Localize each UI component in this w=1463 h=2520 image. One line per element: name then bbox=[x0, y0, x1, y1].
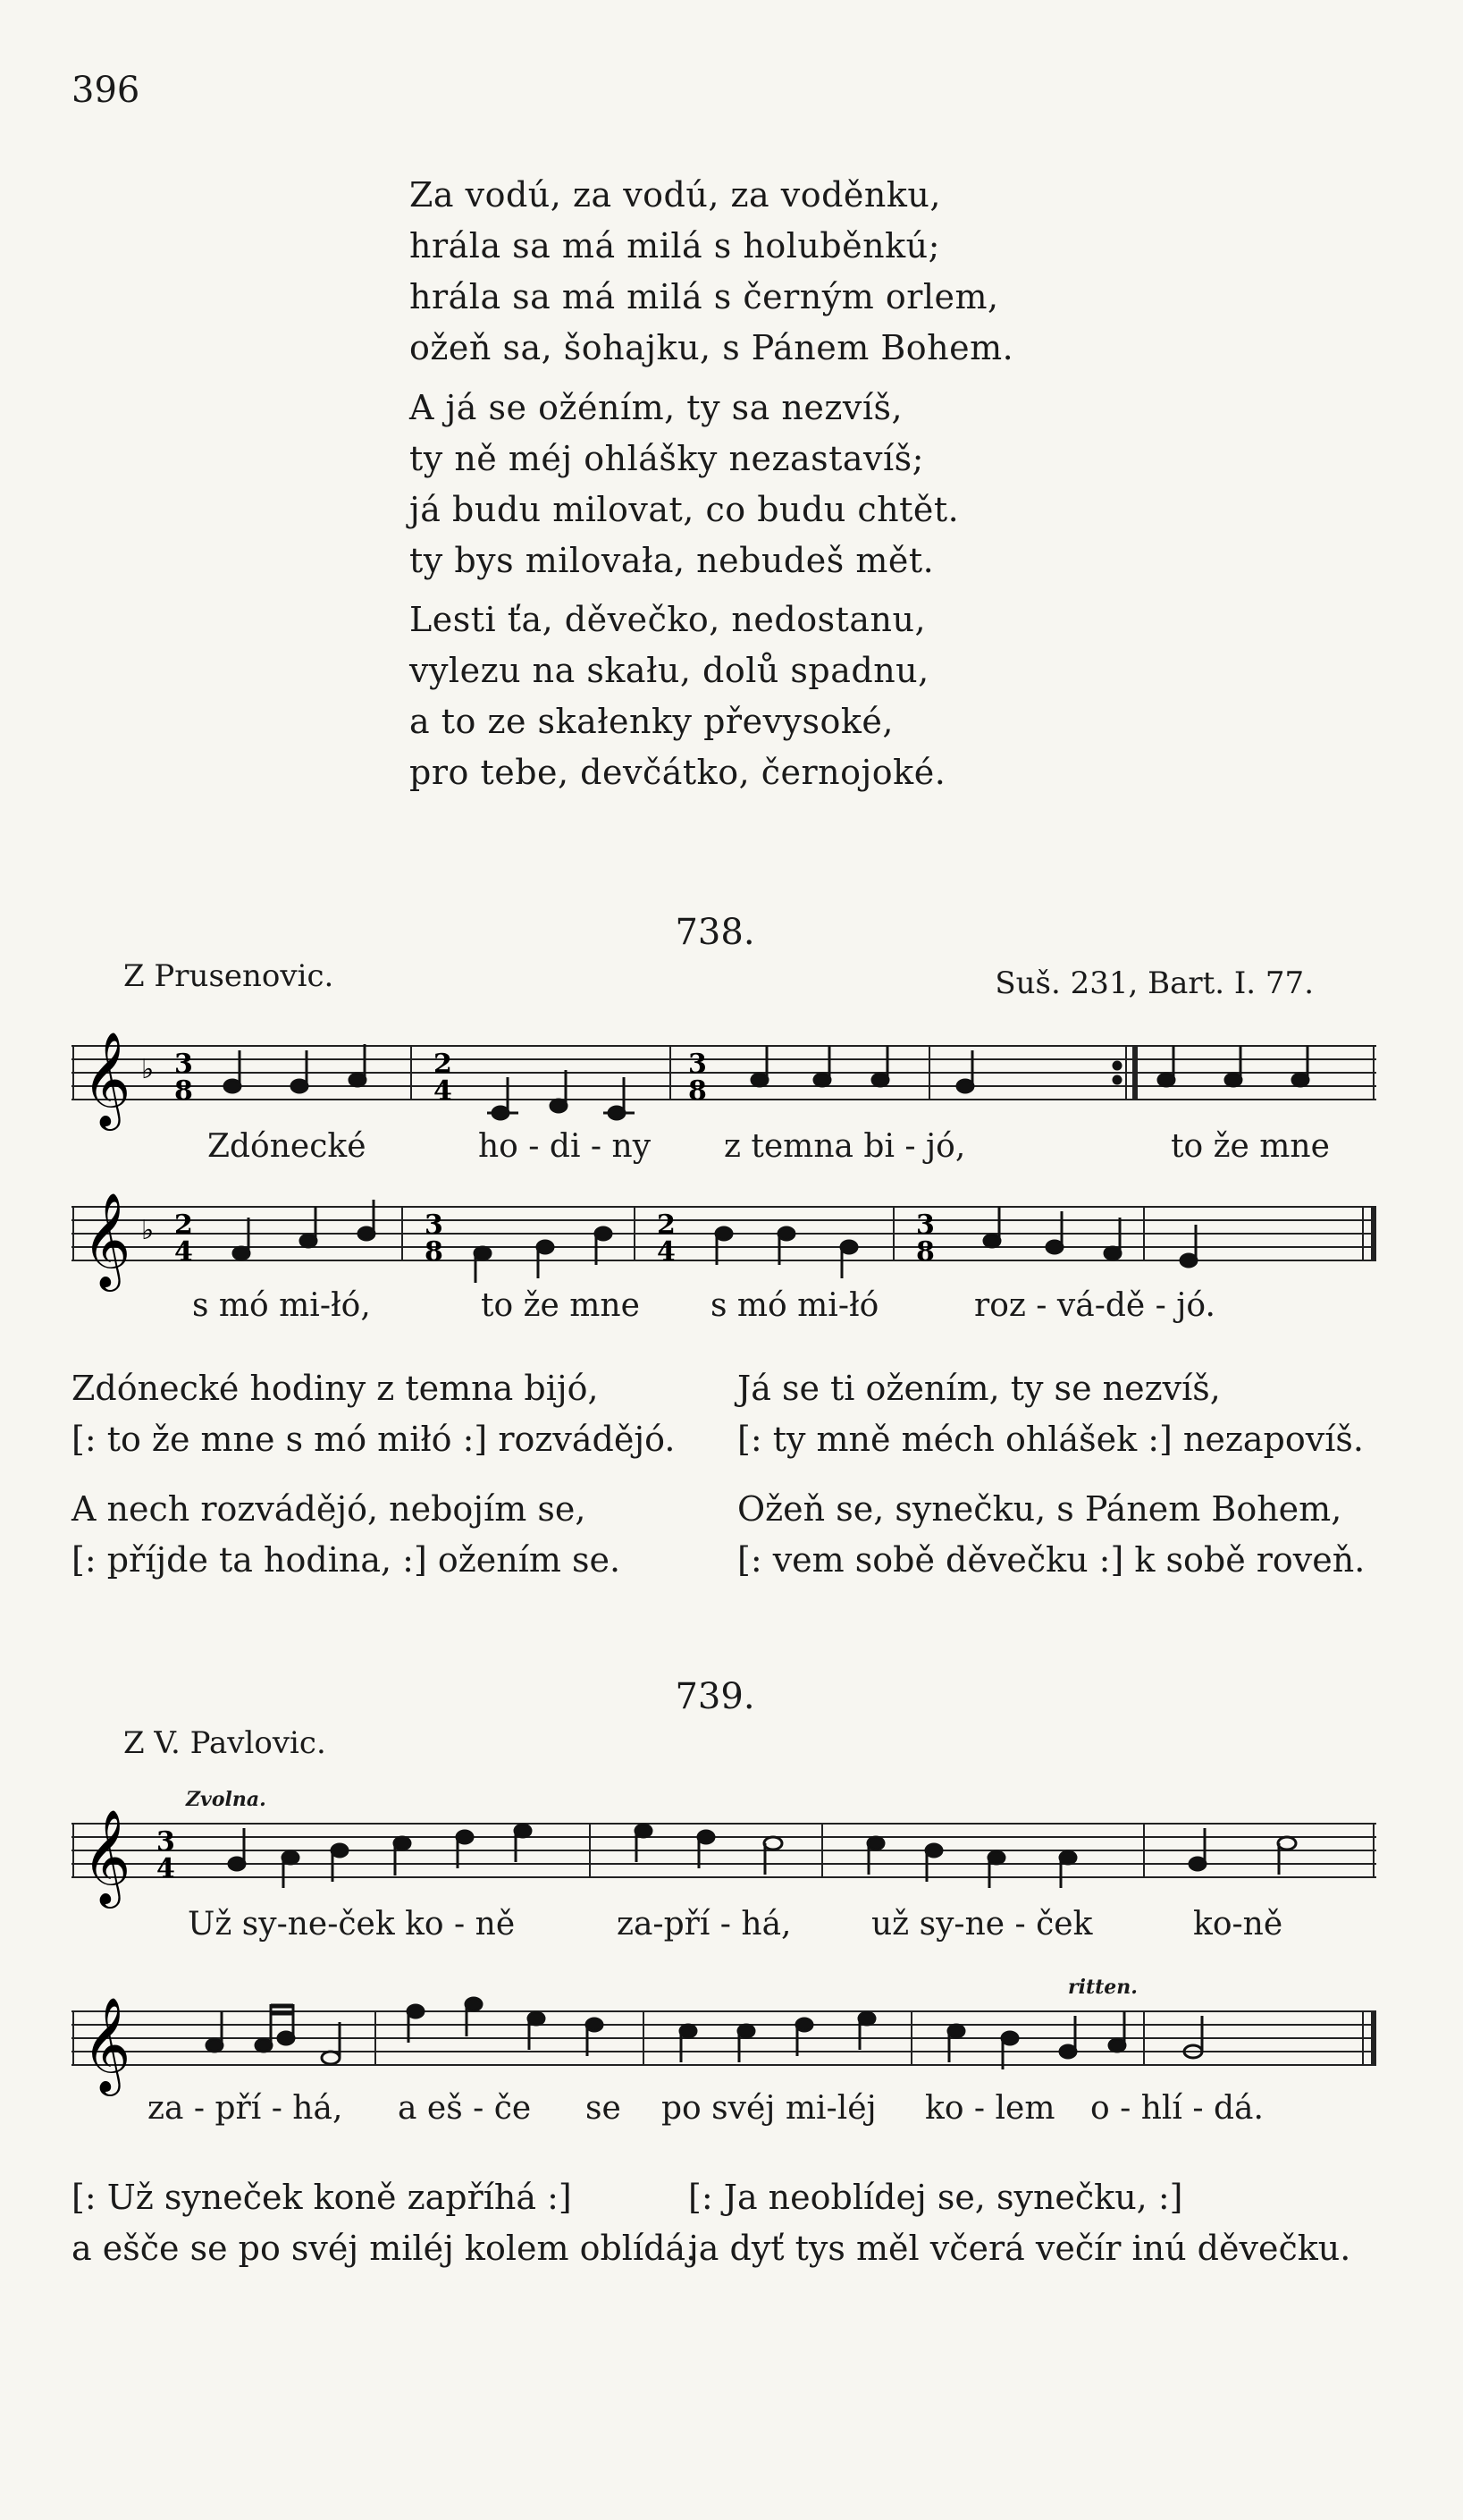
lyric: a eš - če bbox=[398, 2090, 532, 2127]
time-signature-top: 2 bbox=[657, 1209, 676, 1241]
notes bbox=[229, 1825, 1296, 1888]
lyric: za - pří - há, bbox=[147, 2090, 343, 2127]
treble-clef-icon: 𝄞 bbox=[82, 1031, 131, 1126]
poem-line: ty ně méj ohlášky nezastavíš; bbox=[409, 439, 924, 478]
notes bbox=[233, 1200, 1197, 1283]
song-number-739: 739. bbox=[675, 1676, 755, 1717]
poem-line: Za vodú, za vodú, za voděnku, bbox=[409, 175, 941, 215]
poem-line: vylezu na skału, dolů spadnu, bbox=[409, 651, 929, 690]
time-signature-top: 3 bbox=[916, 1209, 935, 1241]
verse-line: [: ty mně méch ohlášek :] nezapovíš. bbox=[737, 1420, 1364, 1459]
poem-line: hrála sa má milá s holuběnkú; bbox=[409, 226, 940, 265]
lyric: po svéj mi-léj bbox=[661, 2090, 877, 2127]
verse-739-left bbox=[71, 2172, 696, 2274]
verse-line: Ožeň se, synečku, s Pánem Bohem, bbox=[737, 1489, 1342, 1529]
verse-line: [: Ja neoblídej se, synečku, :] bbox=[688, 2178, 1183, 2217]
lyric: ko - lem bbox=[925, 2090, 1055, 2127]
staff-lines bbox=[71, 1824, 1376, 1877]
lyric: už sy-ne - ček bbox=[871, 1906, 1093, 1943]
flat-icon: ♭ bbox=[141, 1215, 155, 1246]
tempo-marking: Zvolna. bbox=[186, 1788, 266, 1811]
time-signature-bottom: 8 bbox=[425, 1236, 443, 1268]
song-source-738: Suš. 231, Bart. I. 77. bbox=[995, 965, 1314, 1001]
time-signature-top: 3 bbox=[156, 1826, 175, 1858]
notes bbox=[206, 1998, 1202, 2069]
lyric: ko-ně bbox=[1193, 1906, 1283, 1943]
staff-lines bbox=[71, 1046, 1376, 1100]
poem-line: A já se ožéním, ty sa nezvíš, bbox=[409, 388, 904, 427]
notes bbox=[224, 1044, 1308, 1119]
verse-line: a ešče se po svéj miléj kolem oblídá. bbox=[71, 2229, 697, 2268]
poem-stanza-1 bbox=[409, 170, 1089, 374]
ritardando-marking: ritten. bbox=[1068, 1976, 1138, 1999]
lyric: se bbox=[585, 2090, 621, 2127]
verse-738-right-2 bbox=[737, 1484, 1365, 1586]
poem-line: a to ze skałenky převysoké, bbox=[409, 702, 894, 741]
poem-line: ožeň sa, šohajku, s Pánem Bohem. bbox=[409, 328, 1014, 367]
song-origin-738: Z Prusenovic. bbox=[123, 958, 334, 994]
poem-stanza-2 bbox=[409, 383, 1089, 586]
time-signature-bottom: 8 bbox=[174, 1075, 193, 1107]
verse-line: [: příjde ta hodina, :] ožením se. bbox=[71, 1540, 621, 1580]
verse-738-right-1 bbox=[737, 1363, 1364, 1465]
treble-clef-icon: 𝄞 bbox=[82, 1808, 131, 1904]
staff-738-2 bbox=[71, 1180, 1376, 1296]
verse-738-left-1 bbox=[71, 1363, 675, 1465]
lyric: Zdónecké bbox=[207, 1128, 366, 1165]
poem-line: hrála sa má milá s černým orlem, bbox=[409, 277, 999, 316]
time-signature-bottom: 8 bbox=[688, 1075, 707, 1107]
verse-line: ja dyť tys měl včerá večír inú děvečku. bbox=[688, 2229, 1351, 2268]
time-signature-top: 2 bbox=[433, 1049, 452, 1080]
time-signature-top: 2 bbox=[174, 1209, 193, 1241]
poem-stanza-3 bbox=[409, 594, 1089, 798]
lyric: to že mne bbox=[481, 1287, 640, 1324]
time-signature-top: 3 bbox=[174, 1049, 193, 1080]
song-number-738: 738. bbox=[675, 912, 755, 953]
verse-739-right bbox=[688, 2172, 1350, 2274]
time-signature-bottom: 8 bbox=[916, 1236, 935, 1268]
verse-line: Já se ti ožením, ty se nezvíš, bbox=[737, 1369, 1221, 1408]
time-signature-bottom: 4 bbox=[174, 1236, 193, 1268]
treble-clef-icon: 𝄞 bbox=[82, 1192, 131, 1287]
lyric: Už sy-ne-ček ko - ně bbox=[188, 1906, 516, 1943]
staff-739-1 bbox=[71, 1797, 1376, 1913]
lyric: za-pří - há, bbox=[617, 1906, 792, 1943]
poem-line: já budu milovat, co budu chtět. bbox=[409, 490, 960, 529]
poem-line: pro tebe, devčátko, černojoké. bbox=[409, 753, 946, 792]
lyric: z temna bi - jó, bbox=[724, 1128, 966, 1165]
staff-738-1 bbox=[71, 1019, 1376, 1135]
flat-icon: ♭ bbox=[141, 1054, 155, 1085]
time-signature-bottom: 4 bbox=[156, 1853, 175, 1884]
verse-line: Zdónecké hodiny z temna bijó, bbox=[71, 1369, 599, 1408]
page-number: 396 bbox=[71, 70, 140, 111]
lyric: o - hlí - dá. bbox=[1090, 2090, 1264, 2127]
treble-clef-icon: 𝄞 bbox=[82, 1996, 131, 2092]
lyric: s mó mi-łó bbox=[710, 1287, 879, 1324]
verse-line: [: Už syneček koně zapříhá :] bbox=[71, 2178, 572, 2217]
staff-lines bbox=[71, 2011, 1376, 2065]
lyric: ho - di - ny bbox=[478, 1128, 652, 1165]
verse-line: [: vem sobě děvečku :] k sobě roveň. bbox=[737, 1540, 1366, 1580]
time-signature-top: 3 bbox=[425, 1209, 443, 1241]
verse-738-left-2 bbox=[71, 1484, 620, 1586]
verse-line: A nech rozvádějó, nebojím se, bbox=[71, 1489, 586, 1529]
lyric: s mó mi-łó, bbox=[192, 1287, 371, 1324]
lyric: roz - vá-dě - jó. bbox=[974, 1287, 1215, 1324]
staff-739-2 bbox=[71, 1985, 1376, 2101]
time-signature-bottom: 4 bbox=[433, 1075, 452, 1107]
time-signature-top: 3 bbox=[688, 1049, 707, 1080]
lyric: to že mne bbox=[1171, 1128, 1330, 1165]
song-origin-739: Z V. Pavlovic. bbox=[123, 1725, 326, 1761]
verse-line: [: to že mne s mó miłó :] rozvádějó. bbox=[71, 1420, 676, 1459]
poem-line: ty bys milovała, nebudeš mět. bbox=[409, 541, 935, 580]
time-signature-bottom: 4 bbox=[657, 1236, 676, 1268]
poem-line: Lesti ťa, děvečko, nedostanu, bbox=[409, 600, 927, 639]
